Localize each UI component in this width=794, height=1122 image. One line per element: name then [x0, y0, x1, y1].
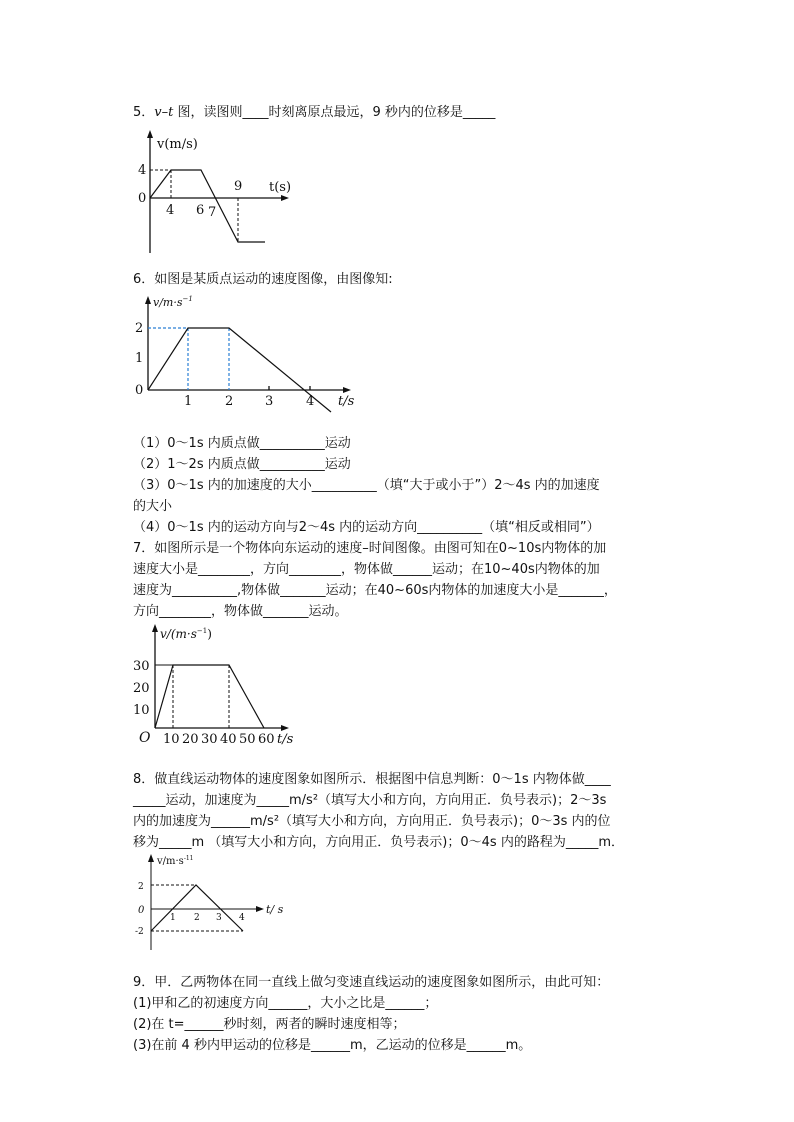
- fig7-ytick-10: 10: [133, 703, 150, 718]
- fig8-ytick-0: 0: [138, 905, 145, 916]
- q5-text: 5．v–t 图，读图则____时刻离原点最远，9 秒内的位移是_____: [133, 105, 496, 120]
- vt-label: v–t: [154, 105, 174, 120]
- fig5-vt-graph: [135, 128, 305, 258]
- fig6-ytick-2: 2: [135, 321, 144, 336]
- q8-line-4: 移为_____m （填写大小和方向，方向用正．负号表示)；0～4s 内的路程为_____m．: [133, 835, 624, 850]
- fig7-xtick-10: 10: [163, 732, 180, 747]
- fig7-xtick-50: 50: [239, 732, 256, 747]
- q6-item-4: （4）0～1s 内的运动方向与2～4s 内的运动方向__________（填“相反或相同”）: [133, 520, 600, 535]
- fig8-xtick-4: 4: [239, 913, 245, 923]
- fig5-xtick-6: 6: [196, 203, 205, 218]
- q7-line-3: 速度为__________,物体做_______运动；在40~60s内物体的加速度大小是_______，: [133, 583, 617, 598]
- fig5-origin: 0: [138, 191, 147, 206]
- fig6-xtick-1: 1: [184, 394, 193, 409]
- fig7-ytick-30: 30: [133, 659, 150, 674]
- q6-item-3-cont: 的大小: [133, 499, 173, 514]
- fig5-xlabel: t(s): [269, 180, 292, 195]
- fig7-xtick-60: 60: [258, 732, 275, 747]
- fig7-vt-graph: [133, 620, 303, 748]
- q8-line-1: 8．做直线运动物体的速度图象如图所示．根据图中信息判断：0～1s 内物体做____: [133, 772, 611, 787]
- fig8-xtick-3: 3: [216, 913, 222, 923]
- fig7-origin: O: [139, 730, 151, 746]
- fig6-xtick-4: 4: [306, 394, 315, 409]
- fig5-xtick-4: 4: [166, 203, 175, 218]
- q9-line-3: (2)在 t=______秒时刻，两者的瞬时速度相等；: [133, 1017, 406, 1032]
- fig7-xlabel: t/s: [277, 732, 294, 747]
- q7-line-4: 方向________，物体做_______运动。: [133, 604, 348, 619]
- fig5-ylabel: v(m/s): [157, 137, 198, 152]
- fig6-ytick-0: 0: [135, 383, 144, 398]
- fig7-xtick-40: 40: [220, 732, 237, 747]
- fig6-vt-graph: [133, 290, 363, 410]
- fig6-xtick-3: 3: [265, 394, 274, 409]
- fig6-xlabel: t/s: [338, 394, 355, 409]
- fig7-ytick-20: 20: [133, 681, 150, 696]
- q9-line-2: (1)甲和乙的初速度方向______，大小之比是______；: [133, 996, 438, 1011]
- q6-item-1: （1）0～1s 内质点做__________运动: [133, 436, 351, 451]
- q9-line-4: (3)在前 4 秒内甲运动的位移是______m，乙运动的位移是______m。: [133, 1038, 532, 1053]
- fig5-xtick-9: 9: [234, 179, 243, 194]
- q6-item-3: （3）0～1s 内的加速度的大小__________（填“大于或小于”）2～4s 内的加速度: [133, 478, 600, 493]
- fig8-ylabel: $v/m\cdot s^{-1}1$: [157, 855, 194, 867]
- fig8-vt-graph: [133, 852, 293, 952]
- fig8-xlabel: t/ s: [266, 903, 284, 916]
- fig7-xtick-20: 20: [182, 732, 199, 747]
- fig5-xtick-7: 7: [208, 205, 217, 220]
- fig8-ytick-2: 2: [138, 882, 144, 892]
- fig8-ytick-neg2: -2: [135, 927, 144, 937]
- q8-line-2: _____运动，加速度为_____m/s²（填写大小和方向，方向用正．负号表示)；2～3s: [133, 793, 607, 808]
- fig7-xtick-30: 30: [201, 732, 218, 747]
- q8-line-3: 内的加速度为______m/s²（填写大小和方向，方向用正．负号表示)；0～3s 内的位: [133, 814, 611, 829]
- fig6-xtick-2: 2: [225, 394, 234, 409]
- q9-line-1: 9．甲．乙两物体在同一直线上做匀变速直线运动的速度图象如图所示，由此可知：: [133, 975, 610, 990]
- fig5-ytick-4: 4: [138, 163, 147, 178]
- q6-intro: 6．如图是某质点运动的速度图像，由图像知:: [133, 272, 393, 287]
- q6-item-2: （2）1～2s 内质点做__________运动: [133, 457, 351, 472]
- fig6-ylabel: $v/m\cdot s^{-1}$: [153, 295, 193, 309]
- fig6-ytick-1: 1: [135, 351, 144, 366]
- fig8-xtick-2: 2: [194, 913, 200, 923]
- fig8-xtick-1: 1: [170, 913, 176, 923]
- q7-line-1: 7．如图所示是一个物体向东运动的速度–时间图像。由图可知在0~10s内物体的加: [133, 541, 607, 556]
- q7-line-2: 速度大小是________，方向________，物体做______运动；在10~40s内物体的加: [133, 562, 600, 577]
- fig7-ylabel: $v/(m\cdot s^{-1})$: [160, 627, 212, 641]
